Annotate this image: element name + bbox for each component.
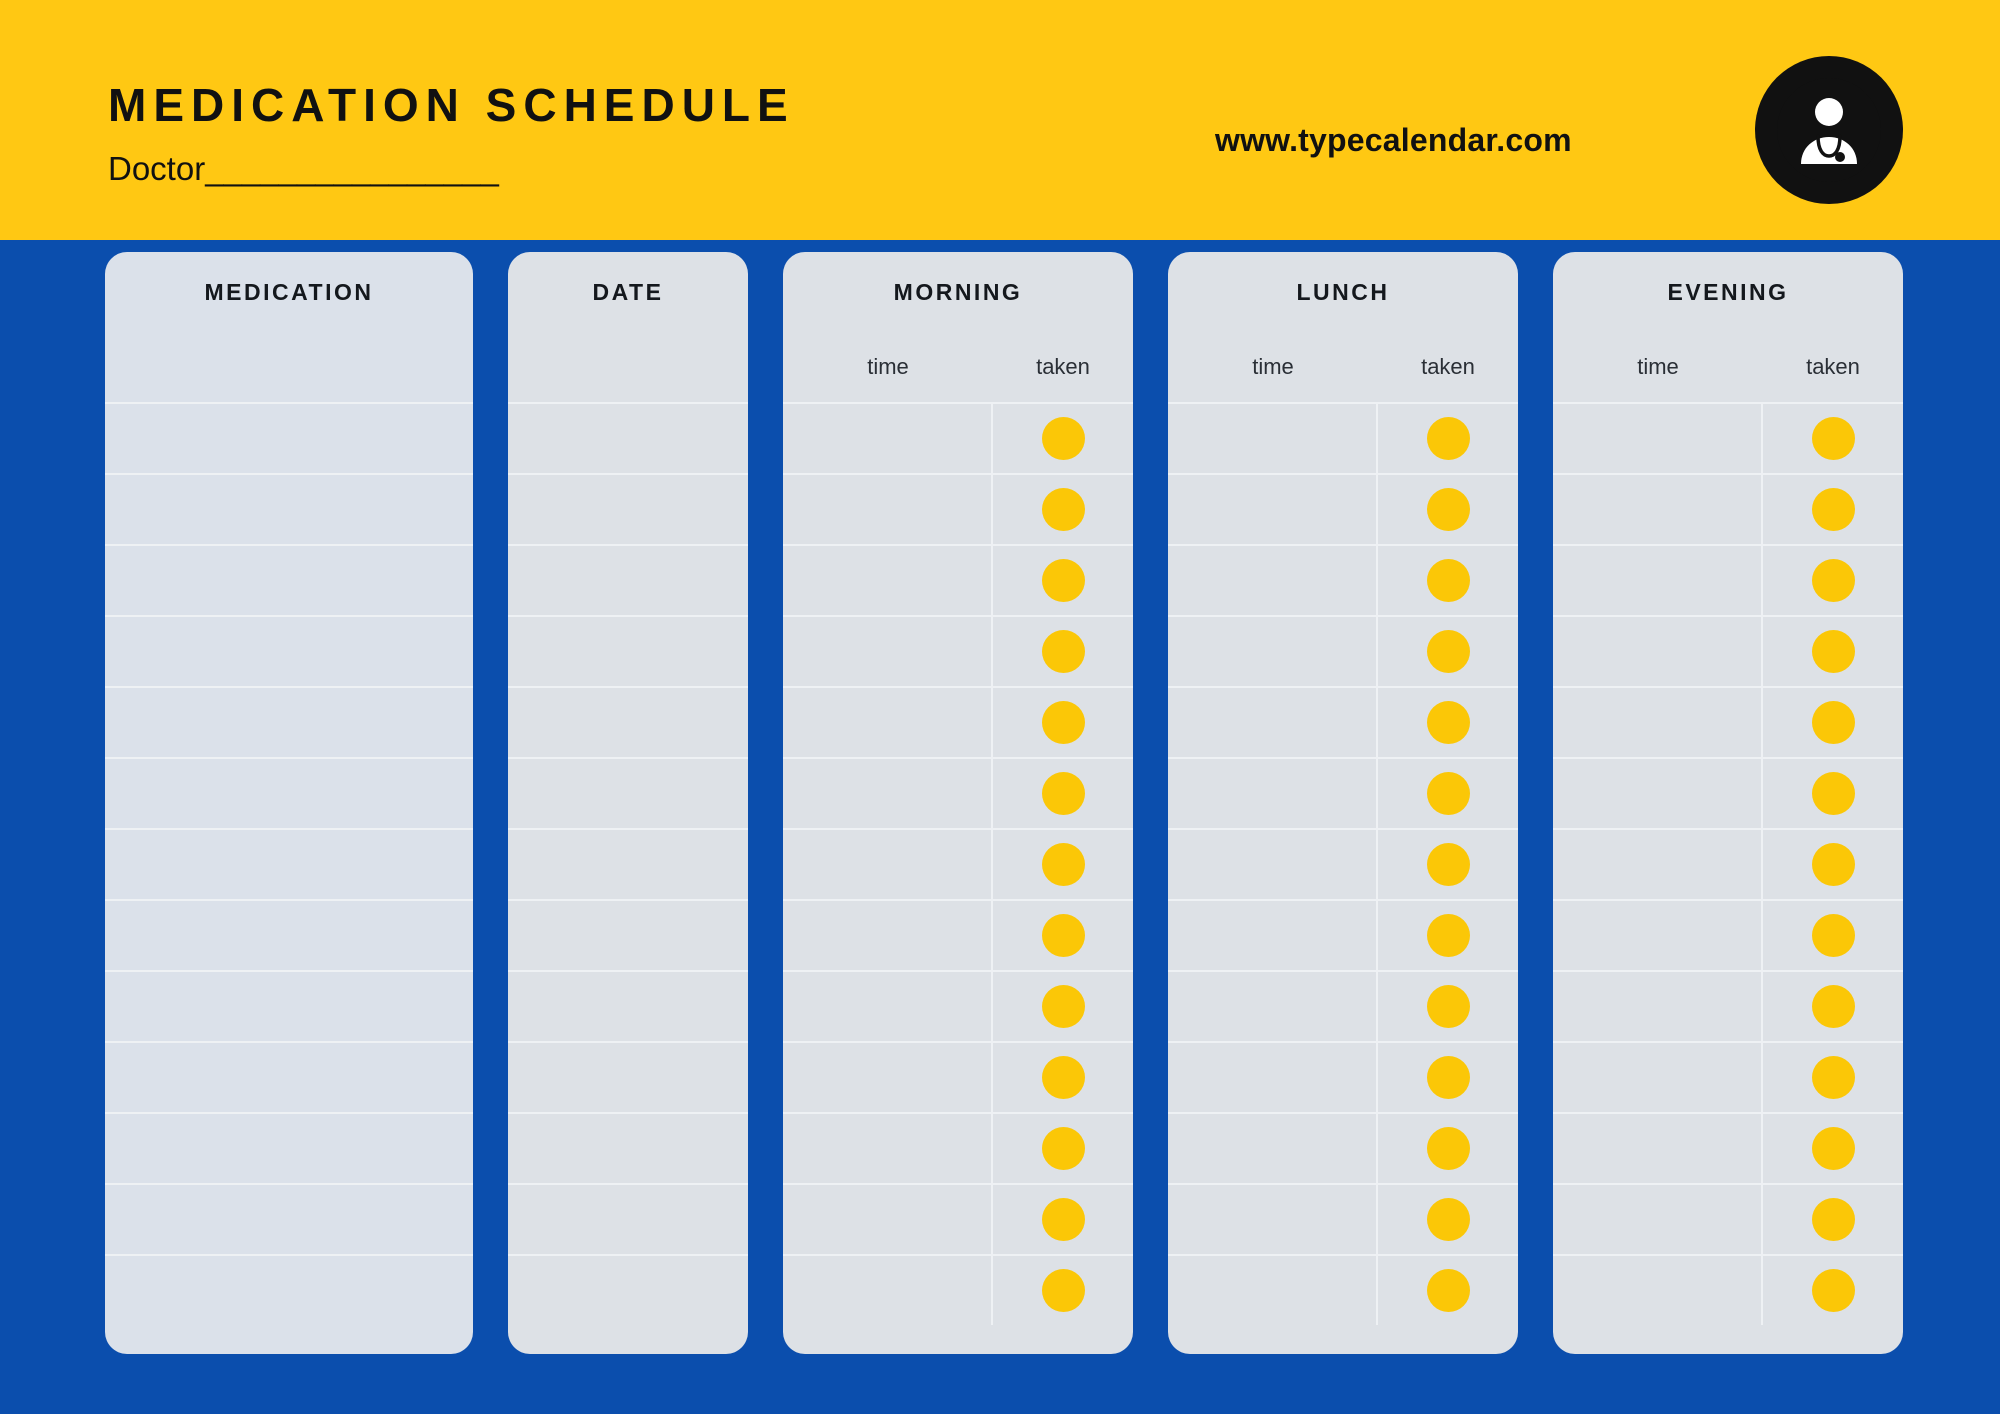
table-row[interactable] [105,828,473,899]
table-row[interactable] [105,899,473,970]
taken-checkbox[interactable] [993,972,1133,1041]
table-row[interactable] [105,1183,473,1254]
column-morning [783,252,1133,1354]
taken-checkbox[interactable] [993,546,1133,615]
table-row[interactable] [783,615,1133,686]
column-header-date: DATE [592,278,664,305]
table-row[interactable] [1553,899,1903,970]
table-row[interactable] [783,757,1133,828]
taken-checkbox[interactable] [1378,901,1518,970]
column-header-morning: MORNING [893,278,1023,305]
taken-dot-icon [1427,417,1470,460]
table-row[interactable] [1168,970,1518,1041]
taken-dot-icon [1812,843,1855,886]
column-spacer [508,332,748,402]
taken-checkbox[interactable] [1378,1256,1518,1325]
table-row[interactable] [508,1183,748,1254]
taken-dot-icon [1812,559,1855,602]
doctor-avatar-icon [1755,56,1903,204]
table-row[interactable] [783,544,1133,615]
medication-rows [105,402,473,1325]
taken-checkbox[interactable] [1763,1043,1903,1112]
table-row[interactable] [105,1254,473,1325]
taken-checkbox[interactable] [993,404,1133,473]
table-row[interactable] [1553,757,1903,828]
taken-dot-icon [1812,1056,1855,1099]
taken-checkbox[interactable] [1763,972,1903,1041]
taken-checkbox[interactable] [1763,1256,1903,1325]
table-row[interactable] [1553,970,1903,1041]
subheader-taken: taken [1421,354,1475,379]
time-input[interactable] [1553,972,1763,1041]
taken-checkbox[interactable] [1378,617,1518,686]
time-input[interactable] [783,688,993,757]
table-row[interactable] [508,1254,748,1325]
column-spacer [105,332,473,402]
taken-checkbox[interactable] [1378,759,1518,828]
table-row[interactable] [783,828,1133,899]
taken-dot-icon [1812,772,1855,815]
table-row[interactable] [1168,1183,1518,1254]
taken-checkbox[interactable] [1763,617,1903,686]
table-row[interactable] [105,757,473,828]
table-row[interactable] [105,544,473,615]
table-row[interactable] [508,1041,748,1112]
table-row[interactable] [783,1183,1133,1254]
table-row[interactable] [1168,1112,1518,1183]
page-title: MEDICATION SCHEDULE [108,79,795,131]
table-row[interactable] [105,615,473,686]
taken-dot-icon [1427,1269,1470,1312]
table-row[interactable] [1168,686,1518,757]
table-row[interactable] [508,1112,748,1183]
taken-dot-icon [1812,488,1855,531]
time-input[interactable] [1168,1043,1378,1112]
column-header-lunch: LUNCH [1296,278,1390,305]
table-row[interactable] [1168,473,1518,544]
time-input[interactable] [783,475,993,544]
time-input[interactable] [783,972,993,1041]
taken-dot-icon [1427,559,1470,602]
time-input[interactable] [1168,901,1378,970]
time-input[interactable] [1168,972,1378,1041]
table-row[interactable] [508,970,748,1041]
taken-dot-icon [1427,1198,1470,1241]
time-input[interactable] [1553,1185,1763,1254]
taken-dot-icon [1042,630,1085,673]
taken-dot-icon [1427,630,1470,673]
taken-checkbox[interactable] [1763,688,1903,757]
taken-dot-icon [1427,914,1470,957]
table-row[interactable] [508,757,748,828]
date-rows [508,402,748,1325]
taken-dot-icon [1042,772,1085,815]
taken-checkbox[interactable] [1763,475,1903,544]
table-row[interactable] [783,1254,1133,1325]
taken-checkbox[interactable] [1763,404,1903,473]
time-input[interactable] [1168,688,1378,757]
table-row[interactable] [105,402,473,473]
table-row[interactable] [783,1041,1133,1112]
subheader-evening [1553,332,1903,402]
table-row[interactable] [105,686,473,757]
table-row[interactable] [105,1041,473,1112]
taken-checkbox[interactable] [1378,830,1518,899]
subheader-morning [783,332,1133,402]
subheader-lunch [1168,332,1518,402]
table-row[interactable] [508,473,748,544]
table-row[interactable] [105,970,473,1041]
taken-dot-icon [1042,1127,1085,1170]
column-medication [105,252,473,1354]
table-row[interactable] [105,1112,473,1183]
table-row[interactable] [1553,615,1903,686]
taken-checkbox[interactable] [993,759,1133,828]
time-input[interactable] [1168,1114,1378,1183]
header-banner [0,0,2000,240]
column-lunch [1168,252,1518,1354]
taken-dot-icon [1042,1056,1085,1099]
taken-checkbox[interactable] [993,475,1133,544]
table-row[interactable] [783,473,1133,544]
subheader-time: time [1252,354,1294,379]
table-row[interactable] [1168,1041,1518,1112]
taken-checkbox[interactable] [1378,404,1518,473]
taken-checkbox[interactable] [1763,759,1903,828]
column-evening [1553,252,1903,1354]
time-input[interactable] [783,1185,993,1254]
time-input[interactable] [1553,901,1763,970]
table-row[interactable] [783,686,1133,757]
table-row[interactable] [1553,1183,1903,1254]
table-row[interactable] [1553,1041,1903,1112]
lunch-rows [1168,402,1518,1325]
table-row[interactable] [508,899,748,970]
taken-dot-icon [1812,1198,1855,1241]
table-row[interactable] [1168,757,1518,828]
taken-checkbox[interactable] [1378,475,1518,544]
time-input[interactable] [783,901,993,970]
time-input[interactable] [1553,1043,1763,1112]
taken-checkbox[interactable] [1378,688,1518,757]
time-input[interactable] [1168,1256,1378,1325]
taken-dot-icon [1812,914,1855,957]
time-input[interactable] [783,546,993,615]
website-link[interactable]: www.typecalendar.com [1215,122,1572,158]
taken-dot-icon [1042,701,1085,744]
taken-checkbox[interactable] [1378,1043,1518,1112]
table-row[interactable] [783,402,1133,473]
taken-dot-icon [1812,417,1855,460]
taken-checkbox[interactable] [993,1043,1133,1112]
table-row[interactable] [508,544,748,615]
column-header-medication: MEDICATION [204,278,374,305]
time-input[interactable] [783,404,993,473]
table-row[interactable] [105,473,473,544]
time-input[interactable] [783,1114,993,1183]
taken-dot-icon [1427,701,1470,744]
time-input[interactable] [783,759,993,828]
taken-checkbox[interactable] [993,830,1133,899]
table-row[interactable] [1168,828,1518,899]
taken-checkbox[interactable] [1378,1185,1518,1254]
doctor-name-field[interactable]: Doctor________________ [108,150,499,187]
schedule-board [0,252,2000,1362]
taken-dot-icon [1427,1056,1470,1099]
time-input[interactable] [783,1256,993,1325]
time-input[interactable] [783,1043,993,1112]
taken-dot-icon [1042,843,1085,886]
time-input[interactable] [783,617,993,686]
table-row[interactable] [508,686,748,757]
taken-dot-icon [1042,488,1085,531]
time-input[interactable] [1553,830,1763,899]
table-row[interactable] [783,899,1133,970]
time-input[interactable] [1168,759,1378,828]
time-input[interactable] [1168,404,1378,473]
taken-checkbox[interactable] [993,1185,1133,1254]
taken-dot-icon [1042,1269,1085,1312]
taken-checkbox[interactable] [1378,1114,1518,1183]
taken-checkbox[interactable] [1763,1114,1903,1183]
taken-dot-icon [1042,559,1085,602]
time-input[interactable] [1168,830,1378,899]
taken-dot-icon [1812,1127,1855,1170]
table-row[interactable] [508,615,748,686]
time-input[interactable] [1168,475,1378,544]
taken-dot-icon [1812,985,1855,1028]
taken-checkbox[interactable] [993,617,1133,686]
table-row[interactable] [783,1112,1133,1183]
taken-checkbox[interactable] [993,688,1133,757]
taken-checkbox[interactable] [1763,830,1903,899]
time-input[interactable] [1553,759,1763,828]
taken-dot-icon [1812,1269,1855,1312]
taken-checkbox[interactable] [1763,546,1903,615]
table-row[interactable] [1553,473,1903,544]
time-input[interactable] [1553,404,1763,473]
taken-checkbox[interactable] [1763,1185,1903,1254]
table-row[interactable] [1553,1112,1903,1183]
column-date [508,252,748,1354]
morning-rows [783,402,1133,1325]
taken-dot-icon [1042,914,1085,957]
table-row[interactable] [1553,686,1903,757]
taken-checkbox[interactable] [993,1114,1133,1183]
time-input[interactable] [783,830,993,899]
table-row[interactable] [1168,402,1518,473]
taken-dot-icon [1427,1127,1470,1170]
taken-checkbox[interactable] [1378,972,1518,1041]
time-input[interactable] [1168,546,1378,615]
table-row[interactable] [508,402,748,473]
table-row[interactable] [1553,402,1903,473]
table-row[interactable] [1168,615,1518,686]
time-input[interactable] [1553,1256,1763,1325]
table-row[interactable] [1553,828,1903,899]
table-row[interactable] [783,970,1133,1041]
subheader-taken: taken [1036,354,1090,379]
taken-checkbox[interactable] [993,901,1133,970]
taken-dot-icon [1812,630,1855,673]
taken-checkbox[interactable] [1763,901,1903,970]
evening-rows [1553,402,1903,1325]
taken-dot-icon [1812,701,1855,744]
table-row[interactable] [1168,1254,1518,1325]
table-row[interactable] [1553,1254,1903,1325]
taken-checkbox[interactable] [1378,546,1518,615]
table-row[interactable] [508,828,748,899]
taken-dot-icon [1427,985,1470,1028]
time-input[interactable] [1553,546,1763,615]
time-input[interactable] [1553,688,1763,757]
taken-dot-icon [1427,843,1470,886]
table-row[interactable] [1168,544,1518,615]
time-input[interactable] [1168,1185,1378,1254]
taken-dot-icon [1042,417,1085,460]
subheader-taken: taken [1806,354,1860,379]
column-header-evening: EVENING [1667,278,1789,305]
table-row[interactable] [1168,899,1518,970]
taken-checkbox[interactable] [993,1256,1133,1325]
subheader-time: time [867,354,909,379]
subheader-time: time [1637,354,1679,379]
taken-dot-icon [1427,488,1470,531]
time-input[interactable] [1553,617,1763,686]
time-input[interactable] [1168,617,1378,686]
table-row[interactable] [1553,544,1903,615]
taken-dot-icon [1042,1198,1085,1241]
time-input[interactable] [1553,1114,1763,1183]
taken-dot-icon [1042,985,1085,1028]
taken-dot-icon [1427,772,1470,815]
time-input[interactable] [1553,475,1763,544]
